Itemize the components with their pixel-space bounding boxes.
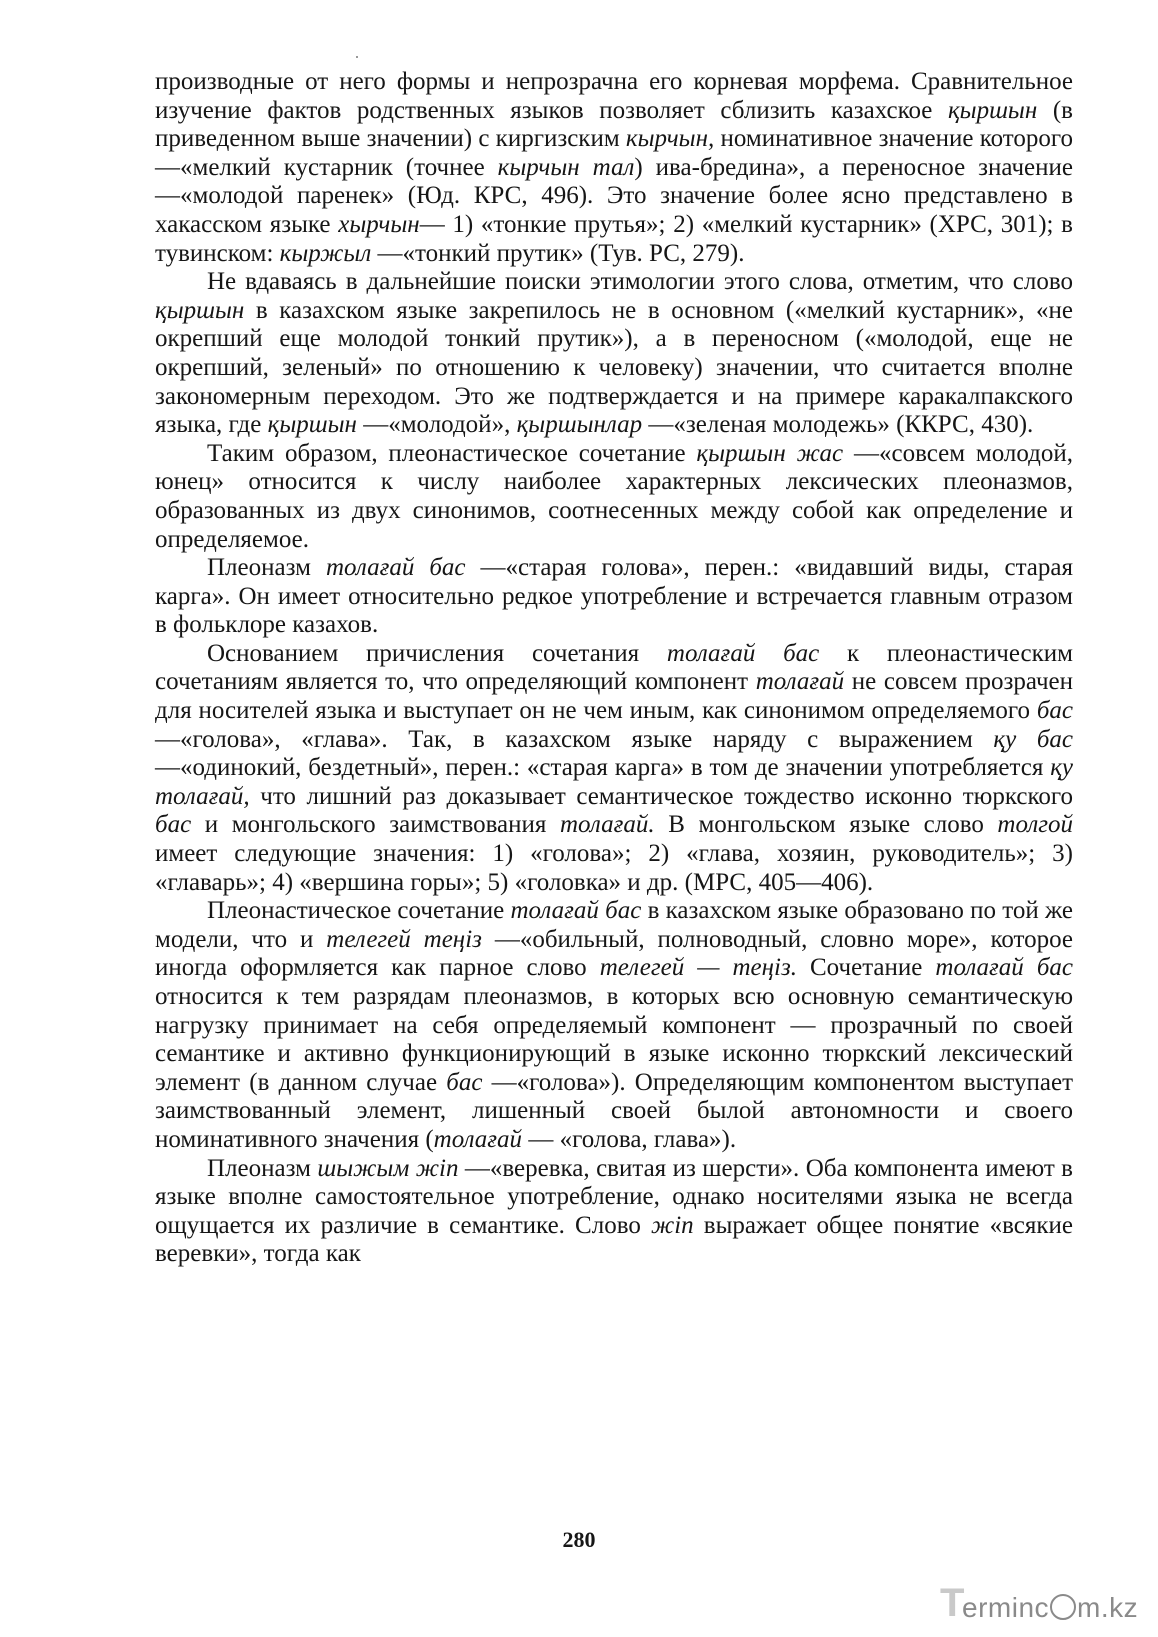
text-run: Таким образом, плеонастическое сочетание	[207, 439, 697, 467]
watermark-letter-t: T	[940, 1581, 965, 1625]
text-run: —«совсем молодой, юнец» относится к числу наиболее характерных лексических плеоназмов, образованных из двух синонимов, соотнесенных между собой как определение и определяемое.	[155, 439, 1073, 553]
text-run: Сочетание	[796, 954, 936, 982]
termincom-watermark-logo	[940, 1583, 1140, 1625]
paragraph	[155, 440, 1073, 554]
text-run: —«молодой»,	[356, 411, 517, 439]
italic-term: толағай бас	[935, 954, 1073, 982]
watermark-text	[962, 1593, 1138, 1623]
italic-term: қу толағай,	[155, 754, 1073, 810]
text-run: — 1) «тонкие прутья»; 2) «мелкий кустарник» (ХРС, 301); в тувинском:	[155, 210, 1073, 267]
italic-term: қыршын жас	[696, 439, 844, 467]
text-run: Основанием причисления сочетания	[207, 639, 667, 667]
text-run: —«обильный, полноводный, словно море», которое иногда оформляется как парное слово	[155, 925, 1073, 982]
italic-term: бас	[446, 1068, 483, 1096]
text-run: номинативное значение которого —«мелкий кустарник (точнее	[155, 125, 1073, 181]
text-run: и монгольского заимствования	[191, 811, 560, 839]
text-run: выражает общее понятие «всякие веревки», тогда как	[155, 1211, 1073, 1268]
italic-term: хырчын	[338, 210, 420, 238]
watermark-o-ring	[1050, 1594, 1076, 1620]
page-body-text	[155, 68, 1073, 1269]
page-number: 280	[562, 1527, 596, 1552]
italic-term: толағай	[755, 668, 845, 696]
paragraph	[155, 554, 1073, 640]
paragraph	[155, 640, 1073, 897]
text-run: Плеонастическое сочетание	[207, 897, 511, 925]
italic-term: толағай	[433, 1125, 523, 1153]
italic-term: шыжым жіп	[317, 1154, 459, 1182]
text-run: Не вдаваясь в дальнейшие поиски этимологии этого слова, отметим, что слово	[207, 268, 1073, 296]
watermark-text-end: m.kz	[1077, 1592, 1139, 1623]
text-run: —«веревка, свитая из шерсти». Оба компонента имеют в языке вполне самостоятельное употребление, однако носителями языка не всегда ощущается их различие в семантике. Слово	[155, 1154, 1073, 1239]
text-run: имеет следующие значения: 1) «голова»; 2) «глава, хозяин, руководитель»; 3) «главарь»; 4) «вершина горы»; 5) «головка» и др. (МРС, 405—406).	[155, 840, 1073, 896]
text-run: — «голова, глава»).	[522, 1125, 737, 1153]
text-run: —«тонкий прутик» (Тув. РС, 279).	[371, 239, 745, 267]
text-run: Плеоназм	[207, 554, 326, 582]
text-run: относится к тем разрядам плеоназмов, в которых всю основную семантическую нагрузку принимает на себя определяемый компонент — прозрачный по своей семантике и активно функционирующий в языке исконно тюркский лексический элемент (в данном случае	[155, 983, 1073, 1096]
text-run: в казахском языке закрепилось не в основном («мелкий кустарник», «не окрепший еще молодой тонкий прутик»), а в переносном («молодой, еще не окрепший, зеленый» по отношению к человеку) значении, что считается вполне закономерным переходом. Это же подтверждается и на примере каракалпакского языка, где	[155, 296, 1073, 439]
text-run: производные от него формы и непрозрачна его корневая морфема. Сравнительное изучение фактов родственных языков позволяет сблизить казахское	[155, 68, 1073, 124]
italic-term: қу бас	[993, 725, 1073, 753]
paragraph	[155, 268, 1073, 440]
italic-term: бас	[155, 811, 192, 839]
italic-term: қыршын	[155, 296, 245, 324]
text-run: что лишний раз доказывает семантическое тождество исконно тюркского	[249, 782, 1073, 810]
italic-term: бас	[1036, 697, 1073, 725]
italic-term: жіп	[650, 1211, 694, 1239]
text-run: —«зеленая молодежь» (ККРС, 430).	[642, 411, 1034, 439]
scan-speck	[356, 56, 358, 58]
text-run: —«одинокий, бездетный», перен.: «старая карга» в том де значении употребляется	[155, 754, 1051, 782]
paragraph	[155, 897, 1073, 1154]
watermark-text-start: erminc	[962, 1592, 1050, 1623]
text-run: не совсем прозрачен для носителей языка и выступает он не чем иным, как синонимом определяемого	[155, 668, 1073, 725]
italic-term: телегей теңіз	[326, 925, 482, 953]
italic-term: толағай бас	[325, 554, 466, 582]
text-run: —«старая голова», перен.: «видавший виды, старая карга». Он имеет относительно редкое употребление и встречается главным отразом в фольклоре казахов.	[155, 554, 1073, 639]
italic-term: толгой	[997, 811, 1073, 839]
italic-term: толағай бас	[666, 639, 820, 667]
italic-term: кыржыл	[279, 239, 372, 267]
text-run: Плеоназм	[207, 1154, 318, 1182]
italic-term: қыршынлар	[516, 411, 643, 439]
italic-term: толағай бас	[510, 897, 642, 925]
text-run: ) ива-бредина», а переносное значение —«молодой паренек» (Юд. КРС, 496). Это значение более ясно представлено в хакасском языке	[155, 153, 1073, 238]
text-run: —«голова»). Определяющим компонентом выступает заимствованный элемент, лишенный своей былой автономности и своего номинативного значения (	[155, 1068, 1073, 1153]
italic-term: телегей — теңіз.	[599, 954, 797, 982]
italic-term: кырчын тал	[497, 153, 635, 181]
text-run: В монгольском языке слово	[654, 811, 998, 839]
italic-term: кырчын,	[625, 125, 715, 153]
text-run: —«голова», «глава». Так, в казахском языке наряду с выражением	[155, 725, 994, 753]
italic-term: толағай.	[560, 811, 655, 839]
paragraph	[155, 68, 1073, 268]
text-run: (в приведенном выше значении) с киргизским	[155, 96, 1073, 153]
text-run: в казахском языке образовано по той же модели, что и	[155, 897, 1074, 953]
text-run: к плеонастическим сочетаниям является то, что определяющий компонент	[155, 639, 1073, 696]
paragraph	[155, 1155, 1073, 1269]
italic-term: қыршын	[947, 96, 1038, 124]
italic-term: қыршын	[267, 411, 357, 439]
